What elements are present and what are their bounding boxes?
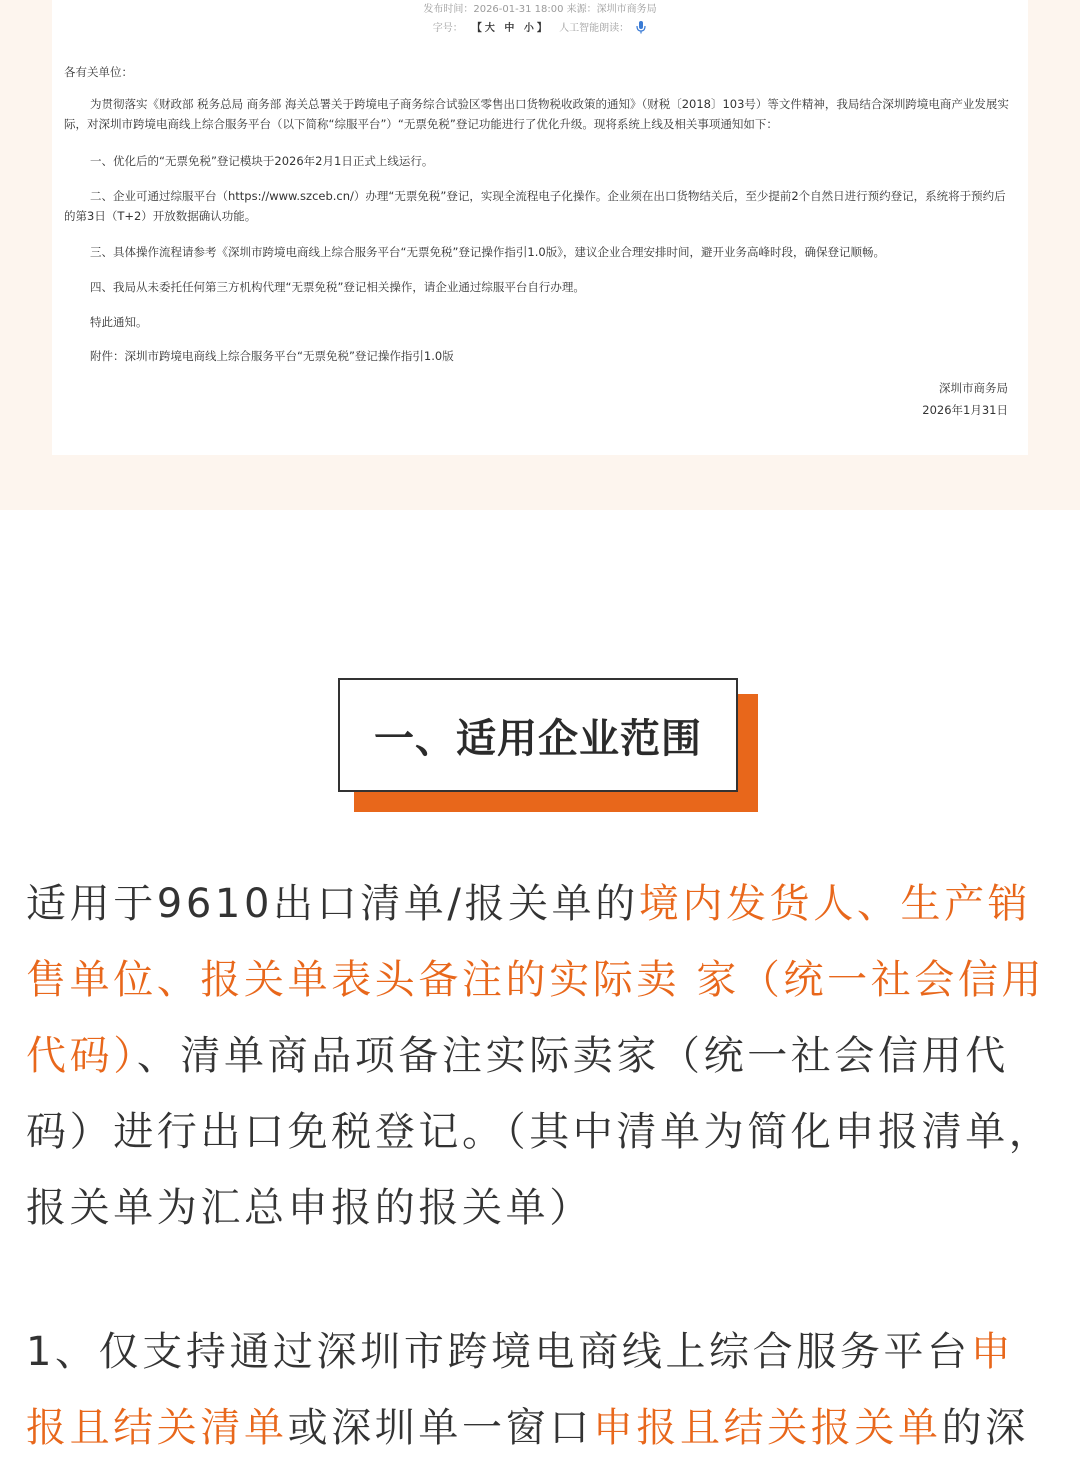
notice-salutation: 各有关单位： [64,65,133,79]
signature-org: 深圳市商务局 [939,381,1008,395]
microphone-icon[interactable] [635,20,647,34]
body-text-segment: 或深圳单一窗口 [287,1405,593,1451]
highlight-text: 境内发货人、生产销售单位、报关单表头备注的实际卖 家（统一社会信用代码） [26,881,1046,1079]
signature-date: 2026年1月31日 [922,403,1008,417]
font-size-options[interactable]: 【大 中 小】 [471,23,550,34]
notice-paragraph: 四、我局从未委托任何第三方机构代理“无票免税”登记相关操作，请企业通过综服平台自行办理。 [90,280,585,294]
highlight-text: 申报且结关报关单 [592,1405,942,1451]
notice-paragraph: 三、具体操作流程请参考《深圳市跨境电商线上综合服务平台“无票免税”登记操作指引1.0版》，建议企业合理安排时间，避开业务高峰时段，确保登记顺畅。 [90,245,885,259]
section-header [338,678,758,812]
notice-paragraph: 为贯彻落实《财政部 税务总局 商务部 海关总署关于跨境电子商务综合试验区零售出口货物税收政策的通知》（财税〔2018〕103号）等文件精神，我局结合深圳跨境电商产业发展实际，对深圳市跨境电商线上综合服务平台（以下简称“综服平台”）“无票免税”登记功能进行了优化升级。现将系统上线及相关事项通知如下： [64,97,1009,131]
section-title: 一、适用企业范围 [338,678,738,792]
notice-card [52,0,1028,455]
attachment-link[interactable]: 附件：深圳市跨境电商线上综合服务平台“无票免税”登记操作指引1.0版 [90,349,454,363]
body-text-segment: 的深 [941,1405,1029,1451]
body-paragraph [26,866,1056,1246]
body-paragraph [26,1314,1056,1466]
notice-paragraph: 特此通知。 [90,315,148,329]
highlight-text: 申报且结关清单 [26,1329,1015,1451]
font-size-label: 字号： [432,23,463,34]
publish-meta: 发布时间：2026-01-31 18:00 来源：深圳市商务局 [423,4,657,15]
notice-paragraph: 二、企业可通过综服平台（https://www.szceb.cn/）办理“无票免税”登记，实现全流程电子化操作。企业须在出口货物结关后，至少提前2个自然日进行预约登记，系统将于预约后的第3日（T+2）开放数据确认功能。 [64,189,1006,223]
body-text-segment: 1、仅支持通过深圳市跨境电商线上综合服务平台 [26,1329,971,1375]
ai-read-label: 人工智能朗读： [559,23,630,34]
font-size-bar [52,19,1028,34]
body-text-segment: 、清单商品项备注实际卖家（统一社会信用代码）进行出口免税登记。（其中清单为简化申报清单，报关单为汇总申报的报关单） [26,1033,1053,1231]
body-text-segment: 适用于9610出口清单/报关单的 [26,881,639,927]
notice-paragraph: 一、优化后的“无票免税”登记模块于2026年2月1日正式上线运行。 [90,154,434,168]
